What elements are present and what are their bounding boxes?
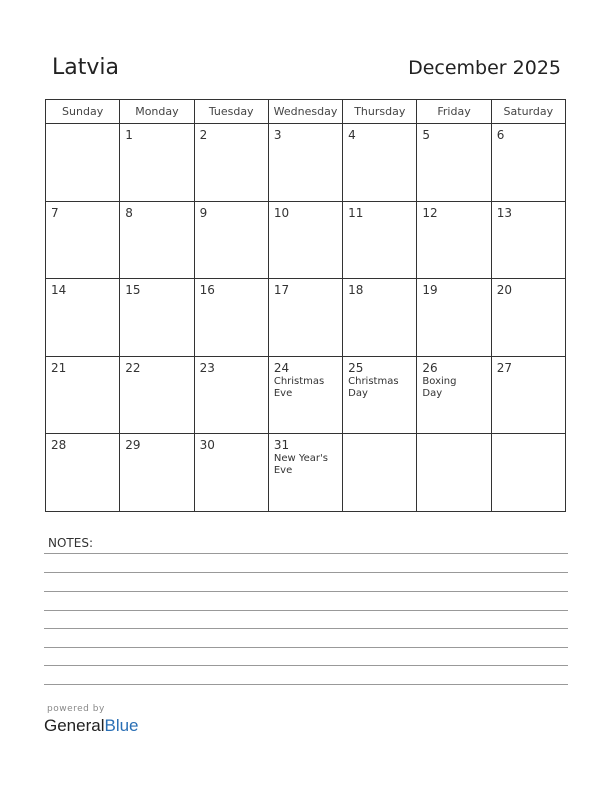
day-cell[interactable]	[194, 356, 268, 434]
day-number: 15	[125, 283, 141, 298]
holiday-label: Christmas Day	[348, 375, 399, 399]
notes-line	[44, 610, 568, 611]
calendar-grid	[45, 99, 566, 512]
day-number: 10	[273, 205, 290, 220]
week-row	[46, 356, 566, 434]
day-number: 11	[348, 205, 364, 220]
brand-general: General	[44, 716, 105, 735]
day-number: 14	[51, 283, 67, 298]
day-number: 17	[273, 283, 290, 298]
country-title: Latvia	[52, 55, 119, 80]
week-row	[46, 201, 566, 279]
week-row	[46, 279, 566, 357]
day-cell[interactable]	[343, 201, 417, 279]
holiday-label: New Year's Eve	[273, 453, 328, 477]
day-number: 23	[199, 360, 215, 375]
day-cell[interactable]	[46, 434, 120, 512]
day-number: 16	[199, 283, 215, 298]
day-cell[interactable]	[491, 279, 565, 357]
day-number: 27	[496, 360, 512, 375]
day-cell[interactable]	[417, 201, 491, 279]
day-cell[interactable]	[194, 434, 268, 512]
weekday-header: Tuesday	[194, 100, 268, 124]
day-number: 22	[125, 360, 141, 375]
notes-line	[44, 665, 568, 666]
weekday-header: Sunday	[46, 100, 120, 124]
brand-blue: Blue	[104, 716, 139, 735]
day-cell[interactable]	[417, 124, 491, 202]
day-cell	[46, 124, 120, 202]
day-number: 1	[125, 128, 133, 142]
day-cell[interactable]	[417, 279, 491, 357]
day-cell[interactable]	[268, 124, 342, 202]
day-number: 18	[348, 283, 364, 298]
weekday-header: Friday	[417, 100, 491, 124]
day-cell	[491, 434, 565, 512]
holiday-label: Boxing Day	[422, 375, 457, 399]
weekday-header-row	[46, 100, 566, 124]
day-number: 9	[199, 205, 208, 220]
day-cell[interactable]	[343, 279, 417, 357]
week-row	[46, 124, 566, 202]
notes-line	[44, 647, 568, 648]
generalblue-logo[interactable]	[44, 716, 139, 736]
day-cell[interactable]	[491, 124, 565, 202]
day-cell[interactable]	[120, 201, 194, 279]
weekday-header: Thursday	[343, 100, 417, 124]
day-cell[interactable]	[343, 124, 417, 202]
weekday-header: Saturday	[491, 100, 565, 124]
day-cell[interactable]	[268, 434, 342, 512]
day-number: 7	[51, 205, 59, 220]
day-cell[interactable]	[491, 356, 565, 434]
day-cell[interactable]	[343, 356, 417, 434]
day-cell	[343, 434, 417, 512]
day-cell[interactable]	[120, 434, 194, 512]
day-number: 6	[496, 128, 505, 142]
day-number: 26	[422, 360, 438, 375]
weekday-header: Wednesday	[268, 100, 342, 124]
weekday-header: Monday	[120, 100, 194, 124]
day-number: 12	[422, 205, 438, 220]
day-number: 20	[496, 283, 512, 298]
week-row	[46, 434, 566, 512]
day-number: 2	[199, 128, 208, 142]
day-number: 30	[199, 438, 215, 453]
day-cell[interactable]	[46, 201, 120, 279]
day-cell[interactable]	[120, 279, 194, 357]
day-cell[interactable]	[417, 356, 491, 434]
notes-line	[44, 628, 568, 629]
day-number: 13	[496, 205, 512, 220]
notes-label: NOTES:	[48, 536, 93, 550]
day-cell[interactable]	[194, 279, 268, 357]
day-number: 29	[125, 438, 141, 453]
day-cell[interactable]	[491, 201, 565, 279]
holiday-label: Christmas Eve	[273, 375, 325, 399]
day-number: 28	[51, 438, 67, 453]
notes-line	[44, 553, 568, 554]
day-number: 5	[422, 128, 431, 142]
notes-line	[44, 591, 568, 592]
day-cell[interactable]	[120, 124, 194, 202]
day-number: 19	[422, 283, 438, 298]
day-cell[interactable]	[46, 356, 120, 434]
month-year-title: December 2025	[408, 57, 561, 79]
day-number: 8	[125, 205, 133, 220]
day-cell[interactable]	[194, 201, 268, 279]
day-cell[interactable]	[268, 201, 342, 279]
day-cell[interactable]	[120, 356, 194, 434]
day-cell[interactable]	[268, 279, 342, 357]
day-number: 31	[273, 438, 290, 453]
day-number: 3	[273, 128, 282, 142]
day-cell[interactable]	[268, 356, 342, 434]
notes-line	[44, 572, 568, 573]
day-number: 21	[51, 360, 67, 375]
day-number: 25	[348, 360, 364, 375]
notes-line	[44, 684, 568, 685]
day-cell[interactable]	[46, 279, 120, 357]
day-cell	[417, 434, 491, 512]
powered-by-text: powered by	[47, 704, 105, 714]
day-number: 4	[348, 128, 356, 142]
day-number: 24	[273, 360, 290, 375]
day-cell[interactable]	[194, 124, 268, 202]
